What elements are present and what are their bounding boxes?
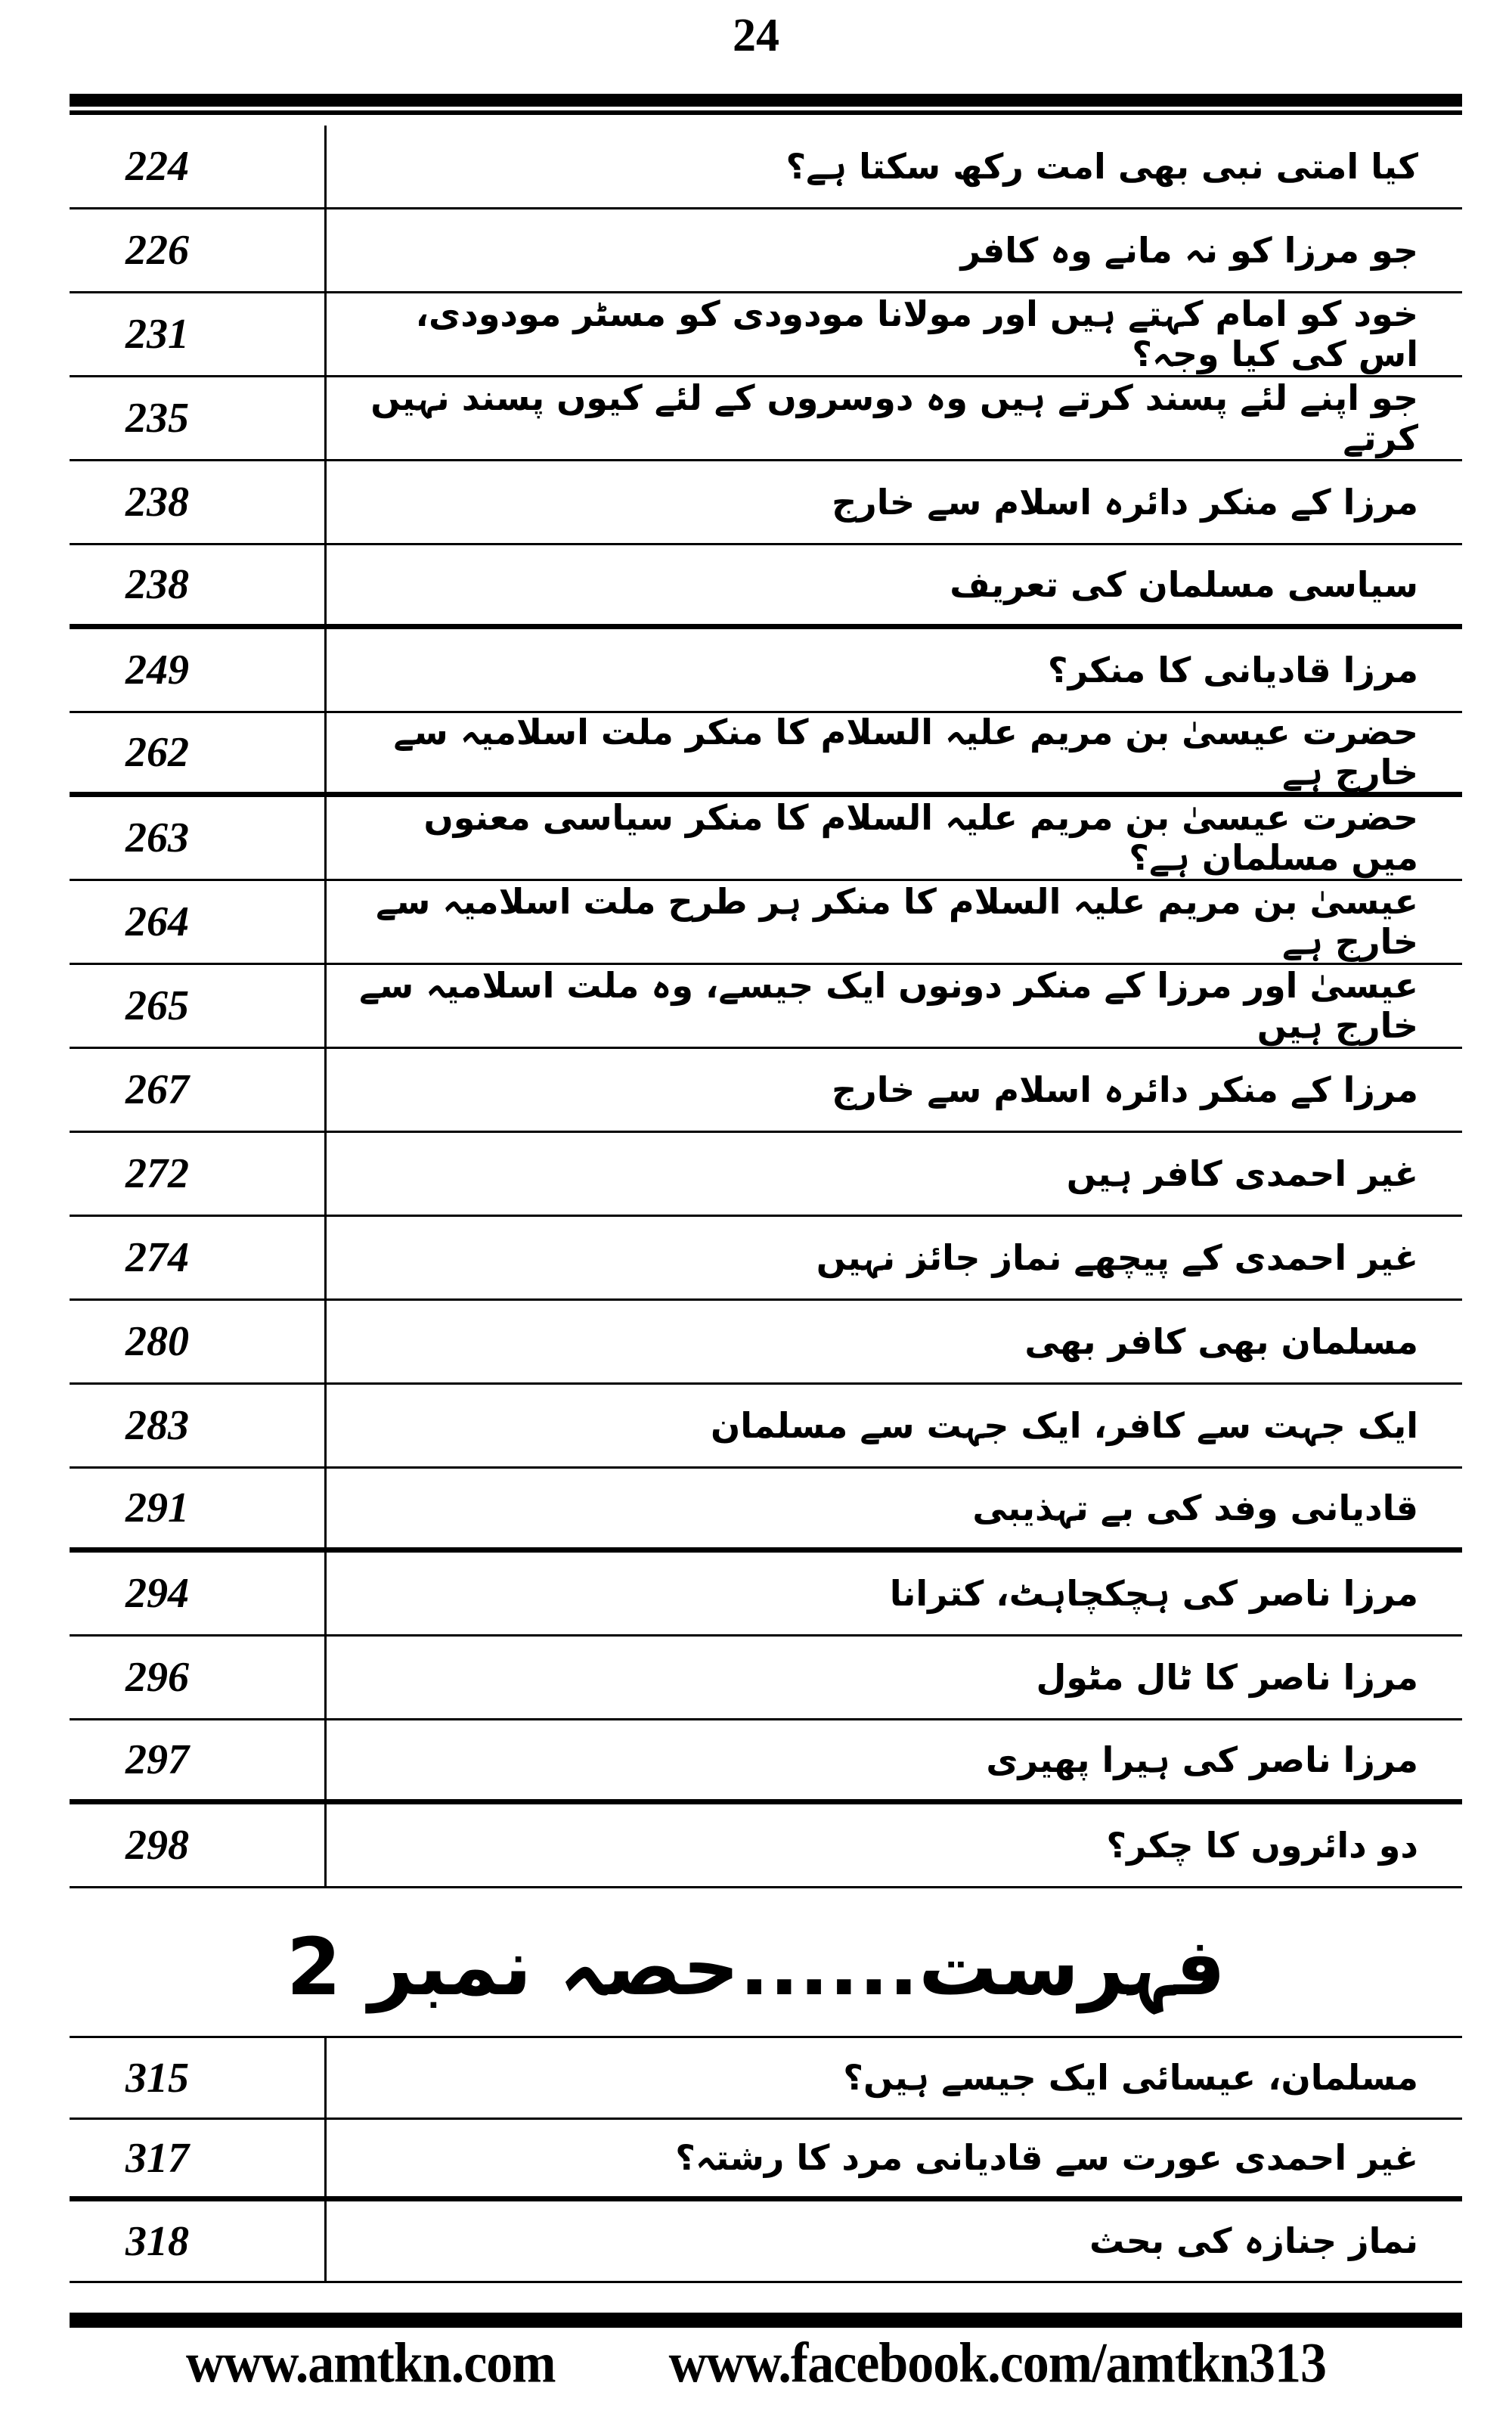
toc-title: مرزا ناصر کی ہچکچاہٹ، کترانا [889,1572,1418,1614]
toc-title: غیر احمدی کے پیچھے نماز جائز نہیں [816,1236,1418,1278]
toc-title: مرزا کے منکر دائرہ اسلام سے خارج [832,481,1418,523]
toc-row [70,1553,1462,1637]
toc-page-number: 294 [70,1553,327,1634]
toc-row [70,2038,1462,2120]
toc-title: مرزا کے منکر دائرہ اسلام سے خارج [832,1069,1418,1110]
toc-page-number: 315 [70,2038,327,2118]
toc-page-number: 265 [70,965,327,1047]
top-rule-thick [70,94,1462,107]
toc-title: جو اپنے لئے پسند کرتے ہیں وہ دوسروں کے لئے کیوں پسند نہیں کرتے [370,377,1418,458]
toc-title: دو دائروں کا چکر؟ [1106,1824,1418,1866]
toc-row [70,1049,1462,1133]
toc-title: عیسیٰ اور مرزا کے منکر دونوں ایک جیسے، وہ ملت اسلامیہ سے خارج ہیں [359,965,1418,1046]
toc-page-number: 283 [70,1385,327,1466]
toc-title: حضرت عیسیٰ بن مریم علیہ السلام کا منکر ملت اسلامیہ سے خارج ہے [393,712,1418,793]
toc-row [70,126,1462,209]
toc-row [70,1637,1462,1720]
toc-row [70,2120,1462,2201]
toc-row [70,1469,1462,1553]
toc-page-number: 262 [70,713,327,792]
toc-title: حضرت عیسیٰ بن مریم علیہ السلام کا منکر سیاسی معنوں میں مسلمان ہے؟ [423,797,1418,878]
toc-row [70,797,1462,881]
toc-row [70,881,1462,965]
toc-page-number: 296 [70,1637,327,1718]
toc-row [70,1804,1462,1888]
toc-title: مرزا قادیانی کا منکر؟ [1047,649,1418,690]
footer-website-url: www.amtkn.com [185,2332,556,2395]
toc-title: ایک جہت سے کافر، ایک جہت سے مسلمان [710,1404,1418,1446]
toc-page-number: 238 [70,545,327,624]
section-heading: فہرست......حصہ نمبر 2 [286,1921,1226,2013]
toc-page-number: 274 [70,1217,327,1298]
toc-title: کیا امتی نبی بھی امت رکھ سکتا ہے؟ [785,145,1418,187]
top-rule-thin [70,110,1462,115]
footer-facebook-url: www.facebook.com/amtkn313 [668,2332,1327,2395]
toc-part2 [70,2036,1462,2283]
toc-page-number: 280 [70,1301,327,1382]
toc-title: سیاسی مسلمان کی تعریف [950,563,1418,605]
toc-title: مرزا ناصر کا ٹال مٹول [1036,1656,1418,1698]
toc-part1 [70,126,1462,1888]
toc-page-number: 263 [70,797,327,879]
toc-page-number: 298 [70,1804,327,1886]
toc-title: مسلمان بھی کافر بھی [1024,1320,1418,1362]
toc-title: غیر احمدی عورت سے قادیانی مرد کا رشتہ؟ [675,2137,1418,2179]
toc-title: جو مرزا کو نہ مانے وہ کافر [960,229,1418,271]
toc-row [70,713,1462,797]
toc-row [70,1301,1462,1385]
toc-page-number: 235 [70,377,327,459]
toc-page-number: 264 [70,881,327,963]
toc-page-number: 317 [70,2120,327,2196]
toc-page-number: 267 [70,1049,327,1131]
toc-page-number: 291 [70,1469,327,1547]
page-number: 24 [733,10,779,61]
toc-row [70,629,1462,713]
toc-title: مسلمان، عیسائی ایک جیسے ہیں؟ [843,2057,1418,2099]
toc-title: قادیانی وفد کی بے تہذیبی [972,1487,1418,1528]
toc-page-number: 224 [70,126,327,207]
toc-page-number: 272 [70,1133,327,1215]
toc-page-number: 231 [70,293,327,375]
footer [0,2332,1512,2395]
toc-row [70,965,1462,1049]
toc-row [70,1133,1462,1217]
toc-row [70,461,1462,545]
toc-title: نماز جنازہ کی بحث [1089,2220,1418,2262]
toc-row [70,2201,1462,2283]
toc-row [70,377,1462,461]
toc-row [70,1217,1462,1301]
toc-row [70,1385,1462,1469]
toc-title: خود کو امام کہتے ہیں اور مولانا مودودی کو مسٹر مودودی، اس کی کیا وجہ؟ [415,293,1418,374]
toc-page-number: 249 [70,629,327,711]
toc-title: عیسیٰ بن مریم علیہ السلام کا منکر ہر طرح ملت اسلامیہ سے خارج ہے [376,881,1418,962]
toc-row [70,293,1462,377]
toc-page-number: 297 [70,1720,327,1799]
toc-page-number: 318 [70,2201,327,2281]
toc-title: غیر احمدی کافر ہیں [1066,1153,1418,1194]
toc-page-number: 226 [70,209,327,291]
toc-page-number: 238 [70,461,327,543]
toc-title: مرزا ناصر کی ہیرا پھیری [986,1739,1418,1780]
toc-row [70,545,1462,629]
toc-row [70,209,1462,293]
toc-row [70,1720,1462,1804]
footer-rule [70,2313,1462,2328]
